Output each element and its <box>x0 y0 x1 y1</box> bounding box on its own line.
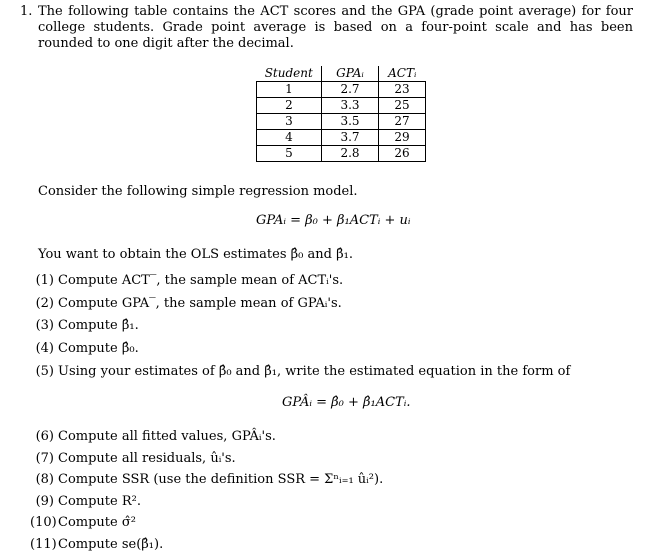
item-text: Using your estimates of β̂₀ and β̂₁, write the estimated equation in the form of <box>58 364 571 379</box>
table-cell: 4 <box>257 130 322 146</box>
item-label: (3) <box>35 318 54 333</box>
item-text: Compute SSR (use the definition SSR = Σⁿᵢ₌₁ ûᵢ²). <box>58 472 384 487</box>
item-label: (11) <box>30 537 57 552</box>
model-intro: Consider the following simple regression model. <box>38 184 358 199</box>
header-gpa: GPAᵢ <box>322 66 379 82</box>
table-cell: 29 <box>379 130 426 146</box>
table-row <box>257 114 426 130</box>
estimated-equation: GPÂᵢ = β̂₀ + β̂₁ACTᵢ. <box>282 395 411 410</box>
list-item <box>30 537 163 552</box>
item-label: (4) <box>35 341 54 356</box>
item-label: (6) <box>35 429 54 444</box>
table-cell: 1 <box>257 82 322 98</box>
header-student: Student <box>257 66 322 82</box>
table-cell: 3 <box>257 114 322 130</box>
table-cell: 5 <box>257 146 322 162</box>
goal-text: You want to obtain the OLS estimates β̂₀ and β̂₁. <box>38 247 353 262</box>
table-header-row <box>257 66 426 82</box>
list-item <box>30 494 141 509</box>
table-cell: 26 <box>379 146 426 162</box>
problem-number: 1. <box>20 4 33 19</box>
list-item <box>30 451 236 466</box>
table-cell: 25 <box>379 98 426 114</box>
item-text: Compute β̂₀. <box>58 341 139 356</box>
table-cell: 3.7 <box>322 130 379 146</box>
item-text: Compute all fitted values, GPÂᵢ's. <box>58 429 276 444</box>
item-label: (8) <box>35 472 54 487</box>
list-item <box>30 341 139 356</box>
item-text: Compute se(β̂₁). <box>58 537 164 552</box>
item-label: (5) <box>35 364 54 379</box>
list-item <box>30 273 343 288</box>
table-cell: 2.7 <box>322 82 379 98</box>
item-text: Compute β̂₁. <box>58 318 139 333</box>
data-table <box>256 66 426 162</box>
table-cell: 23 <box>379 82 426 98</box>
item-label: (9) <box>35 494 54 509</box>
problem-intro: The following table contains the ACT scores and the GPA (grade point average) for four college students. Grade point average is based on a four-point scale and has been rounded to one digit after the decimal. <box>38 4 633 51</box>
item-text: Compute GPA‾, the sample mean of GPAᵢ's. <box>58 296 342 311</box>
table-row <box>257 130 426 146</box>
item-text: Compute ACT‾, the sample mean of ACTᵢ's. <box>58 273 344 288</box>
list-item <box>30 429 276 444</box>
table-cell: 2.8 <box>322 146 379 162</box>
table-cell: 3.3 <box>322 98 379 114</box>
list-item <box>30 364 570 379</box>
list-item <box>30 472 383 487</box>
item-text: Compute R². <box>58 494 141 509</box>
item-text: Compute σ̂² <box>58 515 136 530</box>
table-row <box>257 146 426 162</box>
list-item <box>30 318 139 333</box>
table-row <box>257 98 426 114</box>
header-act: ACTᵢ <box>379 66 426 82</box>
table-row <box>257 82 426 98</box>
item-label: (10) <box>30 515 57 530</box>
item-label: (7) <box>35 451 54 466</box>
model-equation: GPAᵢ = β₀ + β₁ACTᵢ + uᵢ <box>256 213 411 228</box>
table-cell: 3.5 <box>322 114 379 130</box>
list-item <box>30 296 342 311</box>
item-label: (1) <box>35 273 54 288</box>
table-cell: 2 <box>257 98 322 114</box>
item-text: Compute all residuals, ûᵢ's. <box>58 451 236 466</box>
table-cell: 27 <box>379 114 426 130</box>
item-label: (2) <box>35 296 54 311</box>
list-item <box>30 515 136 530</box>
